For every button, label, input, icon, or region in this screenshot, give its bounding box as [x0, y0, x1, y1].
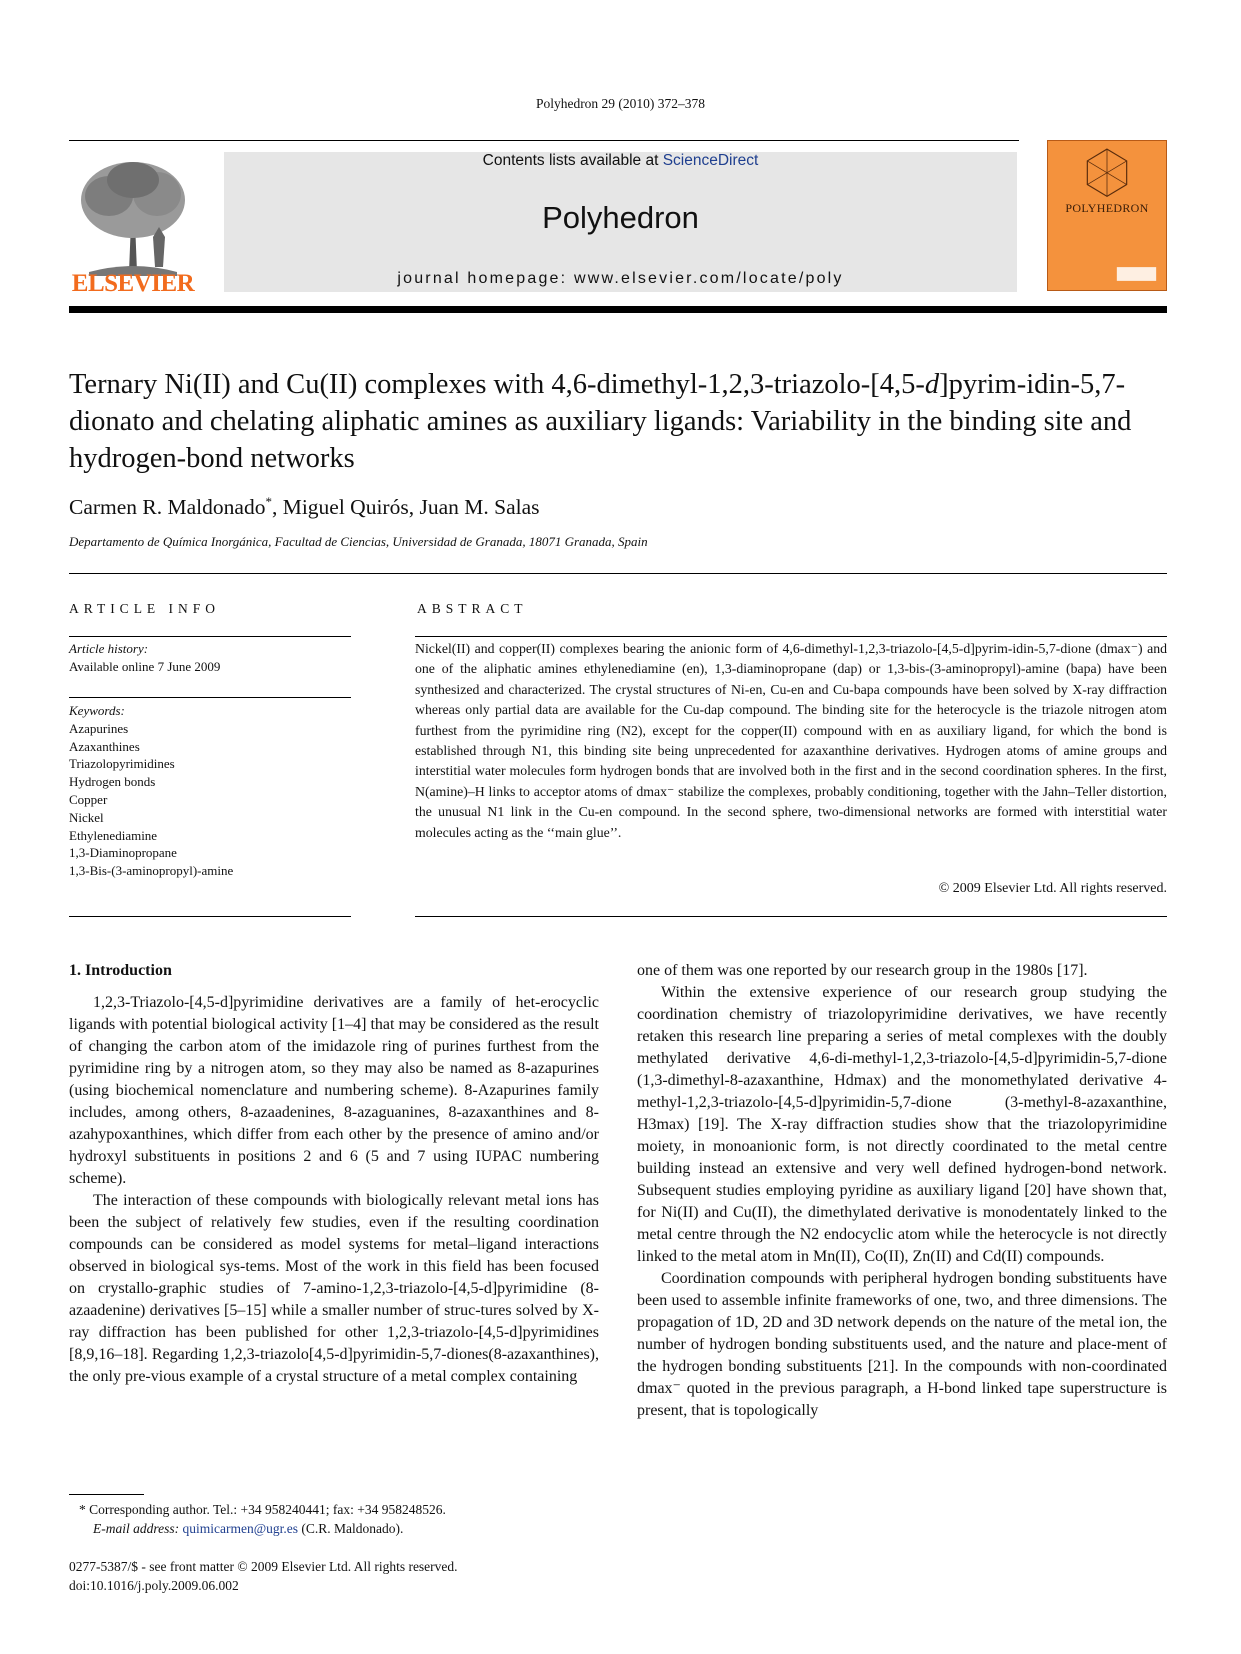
keyword-item: 1,3-Bis-(3-aminopropyl)-amine — [69, 863, 234, 879]
sciencedirect-link[interactable]: ScienceDirect — [662, 152, 759, 169]
journal-banner — [224, 152, 1017, 292]
journal-cover-image — [1047, 140, 1167, 291]
journal-citation: Polyhedron 29 (2010) 372–378 — [535, 96, 706, 111]
email-label: E-mail address: — [93, 1521, 180, 1536]
footnote-rule — [69, 1494, 144, 1495]
keyword-item: Ethylenediamine — [69, 827, 158, 843]
article-info-rule-1 — [69, 636, 351, 637]
corresponding-mark[interactable]: * — [265, 494, 272, 509]
paragraph: 1,2,3-Triazolo-[4,5-d]pyrimidine derivatives are a family of het-erocyclic ligands with potential biological activity [1–4] that may be considered as the result of changing the carbon atom of the imidazole ring of purines furthest from the pyrimidine ring by a nitrogen atom, so they may also be named as 8-azapurines (using biochemical nomenclature and numbering scheme). 8-Azapurines family includes, among others, 8-azaadenines, 8-azaguanines, 8-azaxanthines and 8-azahypoxanthines, which differ from each other by the presence of amino and/or hydroxyl substituents in positions 2 and 6 (5 and 7 using IUPAC numbering scheme). — [69, 994, 599, 1187]
paragraph: Coordination compounds with peripheral hydrogen bonding substituents have been used to assemble infinite frameworks of one, two, and three dimensions. The propagation of 1D, 2D and 3D network depends on the nature of the metal ion, the number of hydrogen bonding substituents used, and the nature and place-ment of the hydrogen bonding substituents [21]. In the compounds with non-coordinated dmax⁻ quoted in the previous paragraph, a H-bond linked tape superstructure is present, that is topologically — [637, 1270, 1167, 1419]
elsevier-wordmark: ELSEVIER — [71, 270, 195, 297]
keyword-item: Hydrogen bonds — [69, 774, 156, 790]
article-title — [69, 366, 1169, 477]
keyword-item: Azaxanthines — [69, 738, 140, 754]
cover-title: POLYHEDRON — [1065, 201, 1149, 215]
author-1[interactable]: Carmen R. Maldonado — [69, 495, 266, 520]
header-thick-rule — [69, 306, 1167, 313]
journal-homepage[interactable]: journal homepage: www.elsevier.com/locate/poly — [397, 270, 844, 287]
abstract-rule-top — [415, 636, 1167, 637]
body-left-column — [69, 960, 599, 1388]
article-info-heading: ARTICLE INFO — [69, 601, 221, 616]
paragraph: The interaction of these compounds with biologically relevant metal ions has been the subject of relatively few studies, even if the resulting coordination compounds can be considered as model systems for metal–ligand interactions observed in biological sys-tems. Most of the work in this field has been focused on crystallo-graphic studies of 7-amino-1,2,3-triazolo-[4,5-d]pyrimidine (8-azaadenine) derivatives [5–15] while a smaller number of struc-tures solved by X-ray diffraction has been published for other 1,2,3-triazolo-[4,5-d]pyrimidines [8,9,16–18]. Regarding 1,2,3-triazolo[4,5-d]pyrimidin-5,7-diones(8-azaxanthines), the only pre-vious example of a crystal structure of a metal complex containing — [69, 1192, 599, 1385]
header-rule — [69, 140, 1019, 141]
front-matter — [69, 1557, 458, 1595]
article-history — [69, 640, 349, 676]
contents-line — [224, 152, 1017, 170]
keyword-item: Azapurines — [69, 720, 129, 736]
keyword-list — [69, 720, 349, 880]
history-label: Article history: — [69, 641, 149, 656]
affiliation: Departamento de Química Inorgánica, Facultad de Ciencias, Universidad de Granada, 18071 Granada, Spain — [69, 534, 648, 549]
paragraph: Within the extensive experience of our research group studying the coordination chemistry of triazolopyrimidine derivatives, we have recently retaken this research line preparing a series of metal complexes with the doubly methylated derivative 4,6-di-methyl-1,2,3-triazolo-[4,5-d]pyrimidin-5,7-dione (1,3-dimethyl-8-azaxanthine, Hdmax) and the monomethylated derivative 4-methyl-1,2,3-triazolo-[4,5-d]pyrimidin-5,7-dione (3-methyl-8-azaxanthine, H3max) [19]. The X-ray diffraction studies show that the triazolopyrimidine moiety, in monoanionic form, is not directly coordinated to the metal centre building instead an extensive and very well defined hydrogen-bond network. Subsequent studies employing pyridine as auxiliary ligand [20] have shown that, for Ni(II) and Cu(II), the dimethylated derivative is monodentately linked to the metal centre through the N2 endocyclic atom while the heterocycle is not directly linked to the metal atom in Mn(II), Co(II), Zn(II) and Cd(II) compounds. — [637, 984, 1167, 1265]
keyword-item: Copper — [69, 791, 108, 807]
keyword-item: Triazolopyrimidines — [69, 756, 175, 772]
keywords-block — [69, 702, 349, 880]
article-info-rule-3 — [69, 916, 351, 917]
paragraph: one of them was one reported by our research group in the 1980s [17]. — [637, 962, 1088, 979]
article-info-rule-2 — [69, 697, 351, 698]
abstract-copyright: © 2009 Elsevier Ltd. All rights reserved. — [938, 881, 1167, 896]
issn-line: 0277-5387/$ - see front matter © 2009 Elsevier Ltd. All rights reserved. — [69, 1559, 458, 1574]
body-right-column — [637, 960, 1167, 1422]
abstract-heading: ABSTRACT — [417, 601, 528, 616]
title-part-1: Ternary Ni(II) and Cu(II) complexes with 4,6-dimethyl-1,2,3-triazolo-[4,5- — [69, 369, 925, 400]
keyword-item: 1,3-Diaminopropane — [69, 845, 177, 861]
keywords-label: Keywords: — [69, 703, 125, 718]
email-link[interactable]: quimicarmen@ugr.es — [182, 1521, 299, 1536]
email-suffix: (C.R. Maldonado). — [301, 1521, 404, 1536]
section-heading: 1. Introduction — [69, 962, 172, 979]
authors-rest: , Miguel Quirós, Juan M. Salas — [271, 495, 540, 520]
title-part-2: ]pyrim-idin-5,7-dionato and chelating aliphatic amines as auxiliary ligands: Variability in the binding site and hydrogen-bond networks — [69, 369, 1132, 474]
doi-line[interactable]: doi:10.1016/j.poly.2009.06.002 — [69, 1578, 239, 1593]
author-list — [69, 494, 540, 520]
contents-prefix: Contents lists available at — [482, 152, 663, 169]
history-value: Available online 7 June 2009 — [69, 658, 221, 674]
footnote-mark: * — [79, 1502, 86, 1517]
corresponding-author-note: Corresponding author. Tel.: +34 958240441; fax: +34 958248526. — [89, 1502, 446, 1517]
abstract-rule-bottom — [415, 916, 1167, 917]
journal-name: Polyhedron — [542, 200, 699, 235]
footnote — [69, 1500, 599, 1538]
keyword-item: Nickel — [69, 809, 104, 825]
title-rule — [69, 573, 1167, 574]
title-italic: d — [924, 369, 940, 400]
abstract-text: Nickel(II) and copper(II) complexes bearing the anionic form of 4,6-dimethyl-1,2,3-triazolo-[4,5-d]pyrim-idin-5,7-dione (dmax⁻) and one of the aliphatic amines ethylenediamine (en), 1,3-diaminopropane (dap) or 1,3-bis-(3-aminopropyl)-amine (bapa) have been synthesized and characterized. The crystal structures of Ni-en, Cu-en and Cu-bapa compounds have been solved by X-ray diffraction whereas only partial data are available for the Cu-dap compound. The binding site for the heterocycle is the triazole nitrogen atom furthest from the pyrimidine ring (N2), except for the copper(II) compound with en as auxiliary ligand, for which the bond is established through N1, this binding site being unprecedented for azaxanthine derivatives. Hydrogen atoms of amine groups and interstitial water molecules form hydrogen bonds that are involved both in the first and in the second coordination spheres. In the first, N(amine)–H links to acceptor atoms of dmax⁻ stabilize the complexes, probably conditioning, together with the Jahn–Teller distortion, the unusual N1 link in the Cu-en compound. In the second sphere, two-dimensional networks are formed with interstitial water molecules acting as the ‘‘main glue’’. — [415, 641, 1167, 840]
